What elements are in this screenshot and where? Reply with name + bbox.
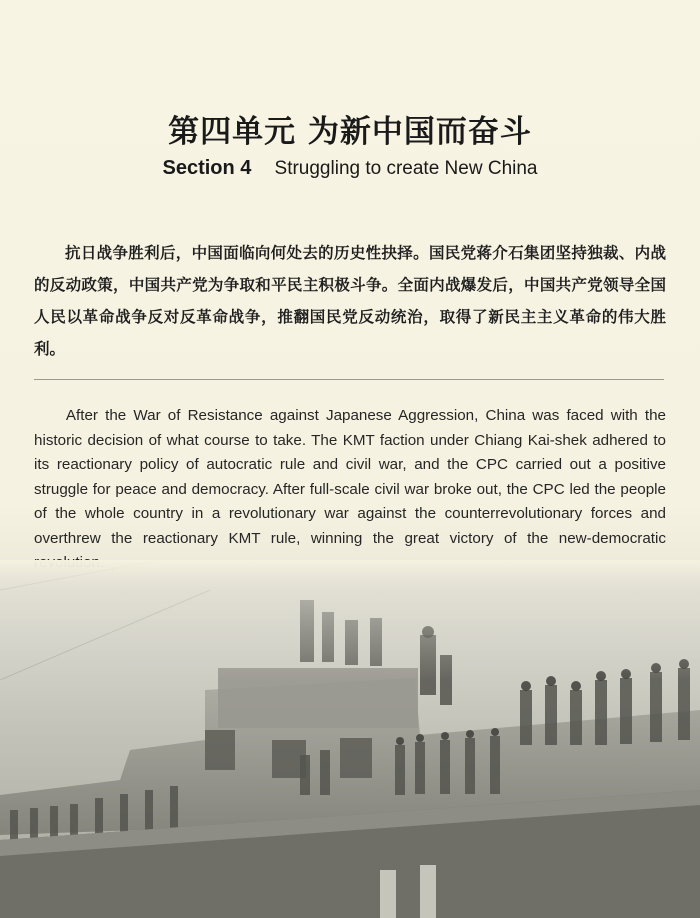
section-label: Section 4 <box>162 157 252 179</box>
section-title-en: Struggling to create New China <box>274 158 538 179</box>
unit-title-cn: 第四单元 为新中国而奋斗 <box>168 114 532 150</box>
historical-photo <box>0 560 700 918</box>
divider <box>34 379 664 380</box>
intro-paragraph-en: After the War of Resistance against Japanese Aggression, China was faced with the historic decision of what course to take. The KMT faction under Chiang Kai-shek adhered to its reactionary policy of autocratic rule and civil war, and the CPC carried out a positive struggle for peace and democracy. After full-scale civil war broke out, the CPC led the people of the whole country in a revolutionary war against the counterrevolutionary forces and overthrew the reactionary KMT rule, winning the great victory of the new-democratic <box>34 407 666 547</box>
section-heading <box>0 157 700 180</box>
intro-paragraph-cn: 抗日战争胜利后，中国面临向何处去的历史性抉择。国民党蒋介石集团坚持独裁、内战的反动政策，中国共产党为争取和平民主积极斗争。全面内战爆发后，中国共产党领导全国人民以革命战争反对反革命战争，推翻国民党反动统治，取得了新民主主义革命的伟大胜利。 <box>34 243 666 358</box>
